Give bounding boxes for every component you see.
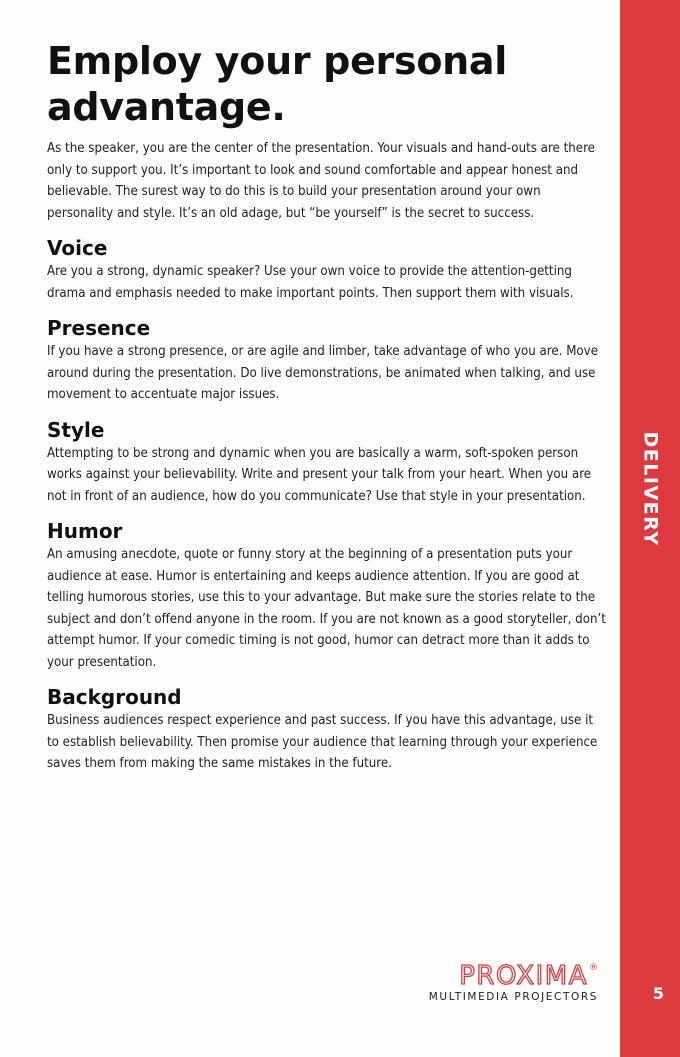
section-body: If you have a strong presence, or are agile and limber, take advantage of who you are. Move around during the presentation. Do live demonstrations, be animated when talking, and use movement to accentuate major issues. — [47, 344, 599, 402]
logo-brand: PROXIMA — [459, 961, 588, 991]
section-body: Are you a strong, dynamic speaker? Use your own voice to provide the attention-getting drama and emphasis needed to make important points. Then support them with visuals. — [47, 264, 574, 301]
chapter-tab — [637, 424, 663, 554]
proxima-logo — [386, 963, 598, 1003]
chapter-sidebar — [620, 0, 680, 1057]
section-heading: Presence — [47, 316, 151, 340]
page-title: Employ your personal advantage. — [47, 39, 507, 129]
chapter-label: DELIVERY — [639, 431, 661, 547]
section-background — [47, 684, 607, 775]
section-body: Attempting to be strong and dynamic when you are basically a warm, soft-spoken person works against your believability. Write and present your talk from your heart. When you are not in front of an audience, how do you communicate? Use that style in your presentation. — [47, 445, 592, 504]
section-presence — [47, 315, 607, 406]
page-number: 5 — [652, 984, 664, 1003]
intro-paragraph: As the speaker, you are the center of the presentation. Your visuals and hand-outs are there only to support you. It’s important to look and sound comfortable and appear honest and believable. The surest way to do this is to build your presentation around your own personality and style. It’s an old adage, but “be yourself” is the secret to success. — [47, 141, 595, 221]
section-body: Business audiences respect experience and past success. If you have this advantage, use it to establish believability. Then promise your audience that learning through your experience saves them from making the same mistakes in the future. — [47, 713, 598, 771]
section-heading: Humor — [47, 519, 123, 543]
logo-tagline: MULTIMEDIA PROJECTORS — [428, 991, 598, 1003]
section-body: An amusing anecdote, quote or funny story at the beginning of a presentation puts your audience at ease. Humor is entertaining and keeps audience attention. If you are good at telling humorous stories, use this to your advantage. But make sure the stories relate to the subject and don’t offend anyone in the room. If you are not known as a good storyteller, don’t attempt humor. If your comedic timing is not good, humor can detract more than it adds to your presentation. — [47, 547, 606, 670]
page-content — [47, 38, 607, 775]
section-heading: Voice — [47, 236, 108, 260]
section-style — [47, 417, 607, 508]
section-voice — [47, 235, 607, 304]
registered-mark: ® — [589, 963, 598, 973]
section-heading: Background — [47, 685, 182, 709]
section-humor — [47, 518, 607, 673]
section-heading: Style — [47, 417, 105, 442]
